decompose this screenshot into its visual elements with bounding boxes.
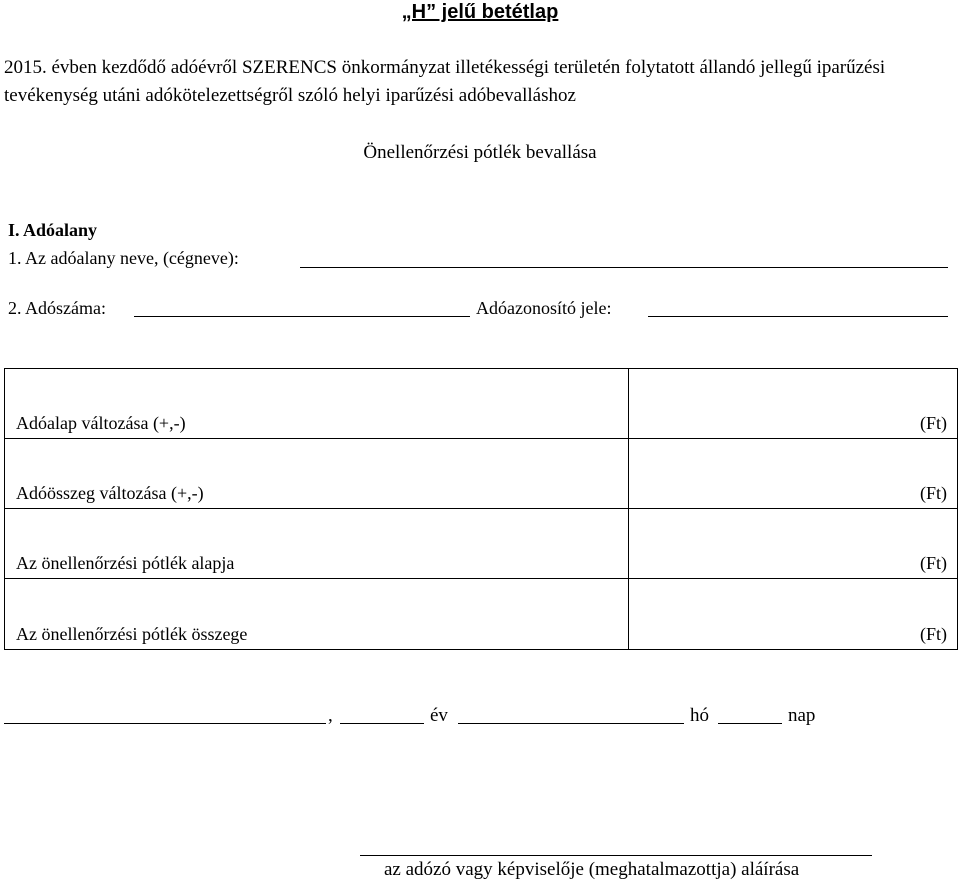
row-label: Az önellenőrzési pótlék alapja: [16, 553, 235, 573]
year-field[interactable]: [340, 723, 424, 724]
month-field[interactable]: [458, 723, 684, 724]
row-unit: (Ft): [920, 624, 947, 644]
signature-caption: az adózó vagy képviselője (meghatalmazottja) aláírása: [384, 859, 800, 880]
intro-paragraph: 2015. évben kezdődő adóévről SZERENCS önkormányzat illetékességi területén folytatott állandó jellegű iparűzési tevékenység utáni adókötelezettségről szóló helyi iparűzési adóbevalláshoz: [4, 57, 886, 106]
day-field[interactable]: [718, 723, 782, 724]
table-row: [5, 369, 957, 439]
surcharge-table: [4, 368, 958, 650]
place-field[interactable]: [4, 723, 326, 724]
row-label: Adóalap változása (+,-): [16, 413, 186, 433]
row-unit: (Ft): [920, 483, 947, 503]
year-label: év: [430, 705, 448, 726]
row-label: Adóösszeg változása (+,-): [16, 483, 204, 503]
table-row: [5, 509, 957, 579]
tax-number-field[interactable]: [134, 316, 470, 317]
tax-id-label: Adóazonosító jele:: [476, 298, 612, 318]
taxpayer-name-field[interactable]: [300, 267, 948, 268]
signature-field[interactable]: [360, 855, 872, 856]
date-comma: ,: [328, 705, 333, 726]
day-label: nap: [788, 705, 816, 726]
row-label: Az önellenőrzési pótlék összege: [16, 624, 248, 644]
tax-number-label: 2. Adószáma:: [8, 298, 106, 318]
tax-id-field[interactable]: [648, 316, 948, 317]
row-unit: (Ft): [920, 553, 947, 573]
month-label: hó: [690, 705, 709, 726]
taxpayer-name-label: 1. Az adóalany neve, (cégneve):: [8, 248, 239, 268]
row-unit: (Ft): [920, 413, 947, 433]
page-title: „H” jelű betétlap: [401, 1, 559, 23]
table-row: [5, 439, 957, 509]
section-heading: I. Adóalany: [8, 220, 98, 240]
table-row: [5, 579, 957, 649]
form-subtitle: Önellenőrzési pótlék bevallása: [363, 142, 597, 163]
